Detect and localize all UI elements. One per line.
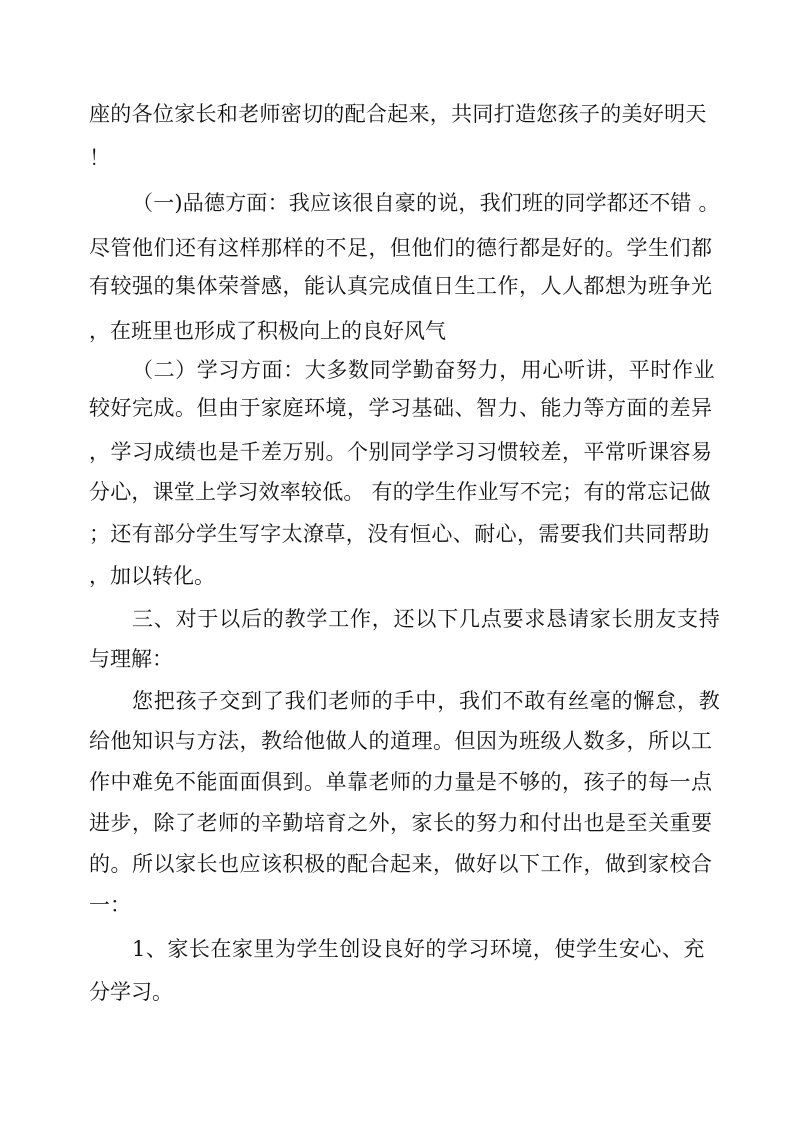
text-line: 给他知识与方法，教给他做人的道理。但因为班级人数多，所以工 [89,729,713,753]
text-line: 作中难免不能面面俱到。单靠老师的力量是不够的，孩子的每一点 [89,770,713,794]
text-line: 三、对于以后的教学工作，还以下几点要求恳请家长朋友支持 [132,607,721,631]
text-line: ，加以转化。 [89,564,215,588]
text-line: 分学习。 [89,980,173,1004]
text-line: （一)品德方面：我应该很自豪的说，我们班的同学都还不错 。 [132,191,720,215]
text-line: 分心，课堂上学习效率较低。 有的学生作业写不完；有的常忘记做 [89,480,711,504]
text-line: 座的各位家长和老师密切的配合起来，共同打造您孩子的美好明天 [89,102,707,126]
text-line: （二）学习方面：大多数同学勤奋努力，用心听讲，平时作业 [132,358,716,382]
text-line: ！ [89,146,110,170]
text-line: 的。所以家长也应该积极的配合起来，做好以下工作，做到家校合 [89,852,713,876]
text-line: 与理解： [89,647,173,671]
text-line: 一： [89,893,131,917]
text-line: ；还有部分学生写字太潦草，没有恒心、耐心，需要我们共同帮助 [89,522,710,546]
text-line: ，在班里也形成了积极向上的良好风气 [89,319,446,343]
text-line: 1、家长在家里为学生创设良好的学习环境，使学生安心、充 [132,937,705,961]
text-line: ，学习成绩也是千差万别。个别同学学习习惯较差，平常听课容易 [89,440,713,464]
text-line: 尽管他们还有这样那样的不足，但他们的德行都是好的。学生们都 [89,236,713,260]
text-line: 您把孩子交到了我们老师的手中，我们不敢有丝毫的懈怠，教 [132,689,721,713]
text-line: 进步，除了老师的辛勤培育之外，家长的努力和付出也是至关重要 [89,811,713,835]
text-line: 有较强的集体荣誉感，能认真完成值日生工作，人人都想为班争光 [89,274,713,298]
text-line: 较好完成。但由于家庭环境，学习基础、智力、能力等方面的差异 [89,396,713,420]
